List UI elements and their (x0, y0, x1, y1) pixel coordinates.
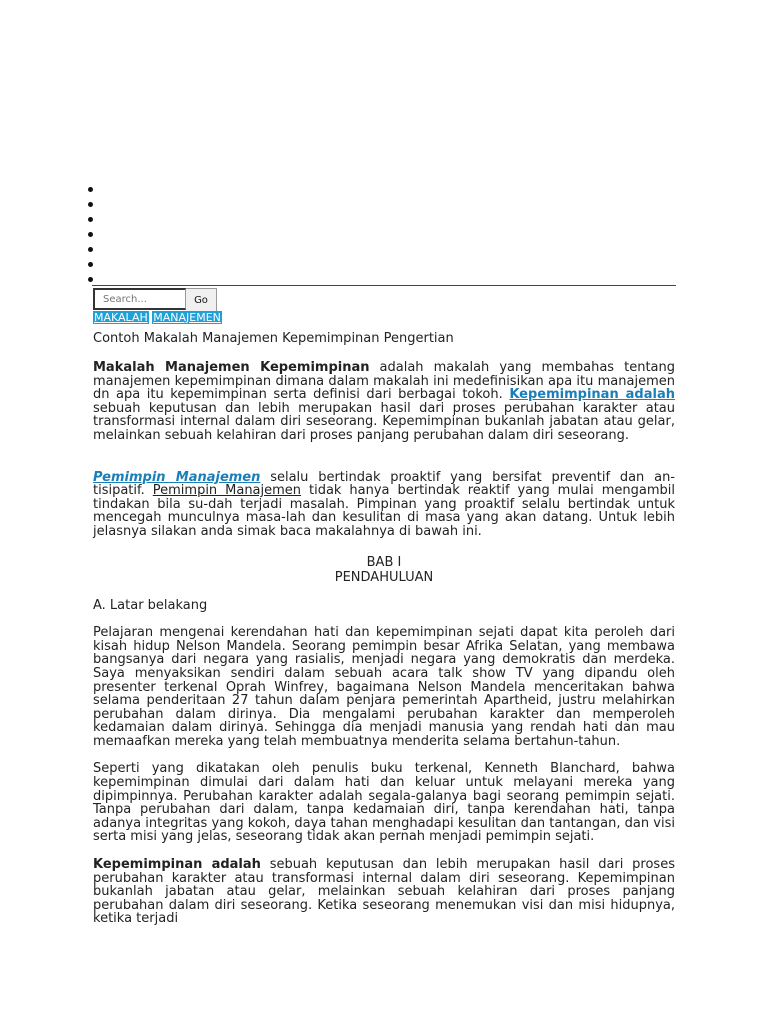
article-title: Contoh Makalah Manajemen Kepemimpinan Pengertian (93, 331, 454, 346)
intro-bold-lead: Makalah Manajemen Kepemimpinan (93, 360, 370, 375)
pemimpin-text-2: tidak hanya bertindak reaktif yang mulai mengambil tindakan bila su-dah terjadi masalah. Pimpinan yang proaktif selalu bertindak untuk mencegah munculnya masa-lah dan kesulitan di masa yang akan datang. Untuk lebih jelasnya silakan anda simak baca makalahnya di bawah ini. (93, 483, 675, 539)
chapter-label: BAB I (366, 554, 402, 570)
spacer (93, 539, 675, 555)
paragraph-1: Pelajaran mengenai kerendahan hati dan kepemimpinan sejati dapat kita peroleh dari kisah hidup Nelson Mandela. Seorang pemimpin besar Afrika Selatan, yang membawa bangsanya dari negara yang rasialis, menjadi negara yang demokratis dan merdeka. Saya menyaksikan sendiri dalam sebuah acara talk show TV yang dipandu oleh presenter terkenal Oprah Winfrey, bagaimana Nelson Mandela menceritakan bahwa selama penderitaan 27 tahun dalam penjara pemerintah Apartheid, justru melahirkan perubahan dalam dirinya. Dia mengalami perubahan karakter dan memperoleh kedamaian dalam dirinya. Sehingga dia menjadi manusia yang rendah hati dan mau memaafkan mereka yang telah membuatnya menderita selama bertahun-tahun. (93, 625, 675, 749)
divider (92, 285, 676, 286)
search-bar (93, 288, 217, 312)
paragraph-3 (93, 858, 675, 926)
para3-text: sebuah keputusan dan lebih merupakan hasil dari proses perubahan karakter atau transformasi internal dalam diri seseorang. Kepemimpinan bukanlah jabatan atau gelar, melainkan sebuah kelahiran dari proses panjang perubahan dalam diri seseorang. Ketika seseorang menemukan visi dan misi hidupnya, ketika terjadi (93, 857, 675, 927)
pemimpin-underlined[interactable]: Pemimpin Manajemen (152, 483, 302, 499)
para3-bold-lead: Kepemimpinan adalah (93, 857, 261, 873)
pemimpin-paragraph (93, 471, 675, 539)
pemimpin-manajemen-link[interactable]: Pemimpin Manajemen (93, 469, 261, 485)
section-heading: A. Latar belakang (93, 597, 208, 613)
spacer (93, 585, 675, 599)
intro-paragraph (93, 361, 675, 443)
kepemimpinan-adalah-link[interactable]: Kepemimpinan adalah (509, 387, 675, 403)
tag-link-makalah[interactable]: MAKALAH (94, 311, 148, 324)
spacer (93, 844, 675, 858)
intro-text-2: sebuah keputusan dan lebih merupakan hasil dari proses perubahan karakter atau transformasi internal dalam diri seseorang. Kepemimpinan bukanlah jabatan atau gelar, melainkan sebuah kelahiran dari proses panjang perubahan dalam diri seseorang. (93, 400, 675, 443)
spacer (93, 612, 675, 626)
spacer (93, 748, 675, 762)
pemimpin-text-1: selalu bertindak proaktif yang bersifat preventif dan an-tisipatif. (93, 469, 675, 499)
intro-text-1: adalah makalah yang membahas tentang manajemen kepemimpinan dimana dalam makalah ini medefinisikan apa itu manajemen dn apa itu kepemimpinan serta definisi dari berbagai tokoh. (93, 360, 675, 403)
article (93, 330, 675, 926)
chapter-title: PENDAHULUAN (334, 569, 434, 585)
spacer (93, 443, 675, 471)
paragraph-2: Seperti yang dikatakan oleh penulis buku terkenal, Kenneth Blanchard, bahwa kepemimpinan dimulai dari dalam hati dan keluar untuk melayani mereka yang dipimpinnya. Perubahan karakter adalah segala-galanya bagi seorang pemimpin sejati. Tanpa perubahan dari dalam, tanpa kedamaian diri, tanpa kerendahan hati, tanpa adanya integritas yang kokoh, daya tahan menghadapi kesulitan dan tantangan, dan visi serta misi yang jelas, seseorang tidak akan pernah menjadi pemimpin sejati. (93, 761, 675, 845)
go-button[interactable]: Go (186, 288, 217, 312)
tag-list (93, 311, 222, 324)
tag-link-manajemen[interactable]: MANAJEMEN (153, 311, 221, 324)
search-input[interactable] (93, 288, 186, 310)
